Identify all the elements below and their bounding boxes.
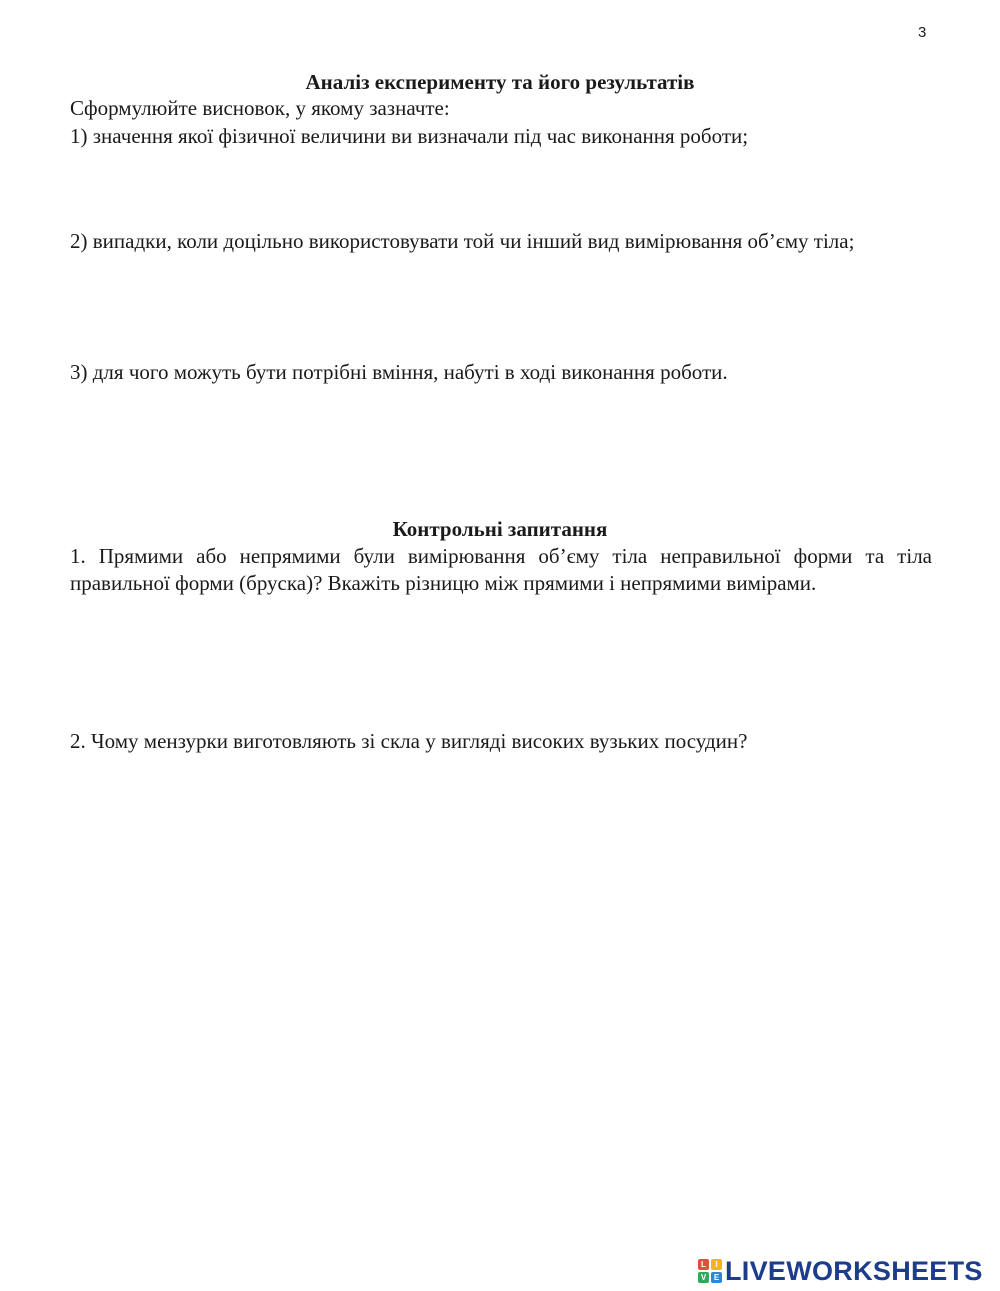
- conclusion-item-2: 2) випадки, коли доцільно використовувати той чи інший вид вимірювання об’єму тіла;: [70, 229, 855, 253]
- logo-mark-letter: V: [698, 1272, 709, 1283]
- page-number: 3: [918, 24, 927, 41]
- liveworksheets-logo: [698, 1256, 983, 1286]
- logo-mark-letter: E: [711, 1272, 722, 1283]
- control-question-1: 1. Прямими або непрямими були вимірювання об’єму тіла неправильної форми та тіла правильної форми (бруска)? Вкажіть різницю між прямими і непрямими вимірами.: [70, 544, 932, 595]
- logo-mark-letter: I: [711, 1259, 722, 1270]
- logo-mark-letter: L: [698, 1259, 709, 1270]
- conclusion-item-3: 3) для чого можуть бути потрібні вміння, набуті в ході виконання роботи.: [70, 360, 728, 384]
- logo-mark-icon: [698, 1259, 722, 1283]
- section-heading-questions: Контрольні запитання: [392, 517, 608, 541]
- logo-text: LIVEWORKSHEETS: [725, 1255, 983, 1286]
- section-heading-analysis: Аналіз експерименту та його результатів: [305, 70, 695, 94]
- conclusion-item-1: 1) значення якої фізичної величини ви визначали під час виконання роботи;: [70, 124, 749, 148]
- conclusion-intro: Сформулюйте висновок, у якому зазначте:: [70, 96, 450, 120]
- control-question-2: 2. Чому мензурки виготовляють зі скла у вигляді високих вузьких посудин?: [70, 729, 748, 753]
